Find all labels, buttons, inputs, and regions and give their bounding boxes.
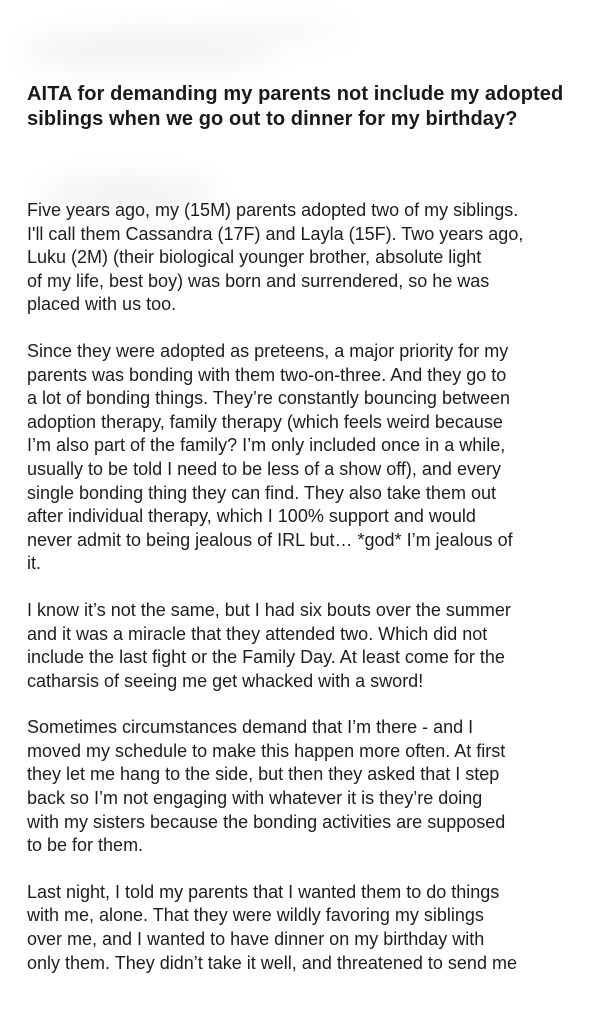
background-smudge — [210, 20, 350, 42]
post-paragraph: Five years ago, my (15M) parents adopted two of my siblings. I'll call them Cassandra (17F) and Layla (15F). Two years ago, Luku (2M) (their biological younger brother, absolute light of my life, best boy) was born and surrendered, so he was placed with us too. — [27, 200, 524, 315]
post-paragraph: Last night, I told my parents that I wanted them to do things with me, alone. That they were wildly favoring my siblings over me, and I wanted to have dinner on my birthday with only them. They didn’t take it well, and threatened to send me — [27, 881, 517, 973]
post-paragraph: I know it’s not the same, but I had six bouts over the summer and it was a miracle that they attended two. Which did not include the last fight or the Family Day. At least come for the catharsis of seeing me get whacked with a sword! — [27, 599, 511, 691]
post-title: AITA for demanding my parents not include my adopted siblings when we go out to dinner for my birthday? — [27, 83, 564, 130]
post-paragraph: Since they were adopted as preteens, a major priority for my parents was bonding with them two-on-three. And they go to a lot of bonding things. They’re constantly bouncing between adoption therapy, family therapy (which feels weird because I’m also part of the family? I’m only included once in a while, usually to be told I need to be less of a show off), and every single bonding thing they can find. They also take them out after individual therapy, which I 100% support and would never admit to being jealous of IRL but… *god* I’m jealous of it. — [27, 340, 513, 574]
post — [27, 82, 587, 998]
post-paragraph: Sometimes circumstances demand that I’m there - and I moved my schedule to make this happen more often. At first they let me hang to the side, but then they asked that I step back so I’m not engaging with whatever it is they’re doing with my sisters because the bonding activities are supposed to be for them. — [27, 717, 506, 856]
post-body — [27, 199, 587, 975]
